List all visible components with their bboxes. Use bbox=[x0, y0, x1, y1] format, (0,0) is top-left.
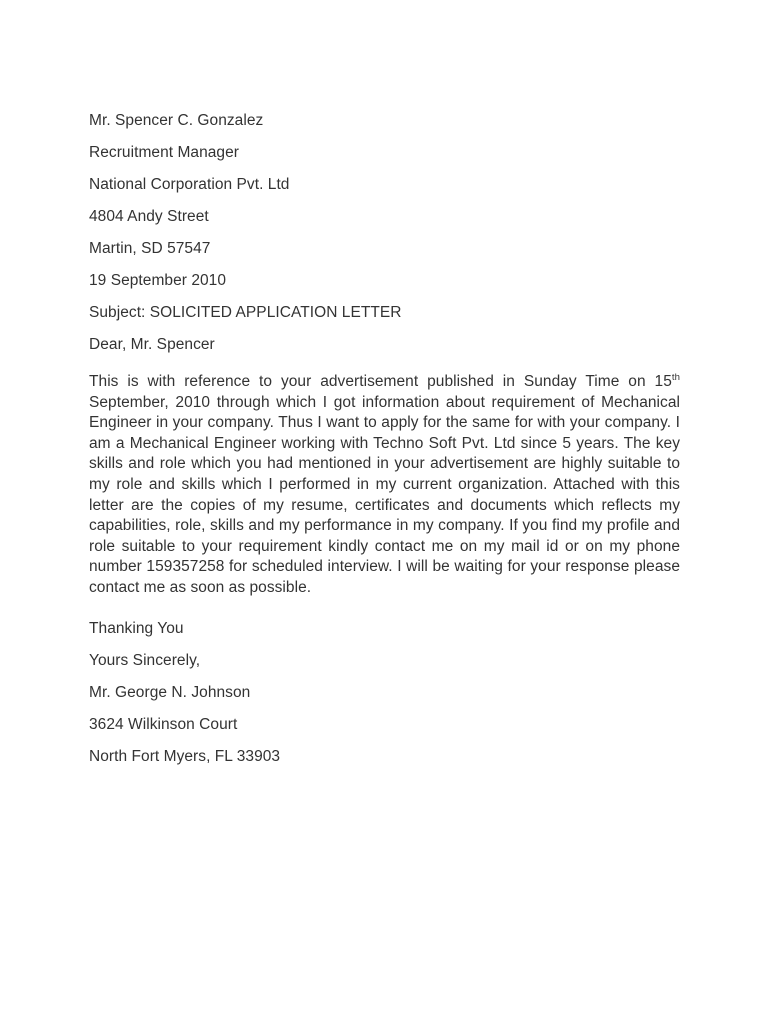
ordinal-suffix: th bbox=[671, 371, 680, 383]
letter-content bbox=[89, 105, 680, 773]
sender-name: Mr. George N. Johnson bbox=[89, 683, 251, 701]
recipient-job-title: Recruitment Manager bbox=[89, 144, 239, 161]
closing-signoff: Yours Sincerely, bbox=[89, 651, 201, 669]
closing-thanks: Thanking You bbox=[89, 619, 184, 637]
recipient-name: Mr. Spencer C. Gonzalez bbox=[89, 112, 264, 129]
recipient-address-block bbox=[89, 105, 680, 361]
recipient-company: National Corporation Pvt. Ltd bbox=[89, 176, 290, 193]
closing-block bbox=[89, 613, 680, 773]
letter-body-paragraph bbox=[89, 372, 680, 599]
recipient-city-state-zip: Martin, SD 57547 bbox=[89, 240, 211, 257]
salutation: Dear, Mr. Spencer bbox=[89, 336, 215, 353]
body-text-part1: This is with reference to your advertisement published in Sunday Time on 15 bbox=[89, 373, 672, 390]
sender-city-state-zip: North Fort Myers, FL 33903 bbox=[89, 747, 281, 765]
letter-date: 19 September 2010 bbox=[89, 272, 227, 289]
recipient-street: 4804 Andy Street bbox=[89, 208, 209, 225]
letter-subject: Subject: SOLICITED APPLICATION LETTER bbox=[89, 304, 402, 321]
sender-street: 3624 Wilkinson Court bbox=[89, 715, 238, 733]
body-text-part2: September, 2010 through which I got information about requirement of Mechanical Engineer in your company. Thus I want to apply for the same for with your company. I am a Mechanical Engineer working with Techno Soft Pvt. Ltd since 5 years. The key skills and role which you had mentioned in your advertisement are highly suitable to my role and skills which I performed in my current organization. Attached with this letter are the copies of my resume, certificates and documents which reflects my capabilities, role, skills and my performance in my company. If you find my profile and role suitable to your requirement kindly contact me on my mail id or on my phone number 159357258 for scheduled interview. I will be waiting for your response please contact me as soon as possible. bbox=[89, 393, 680, 596]
